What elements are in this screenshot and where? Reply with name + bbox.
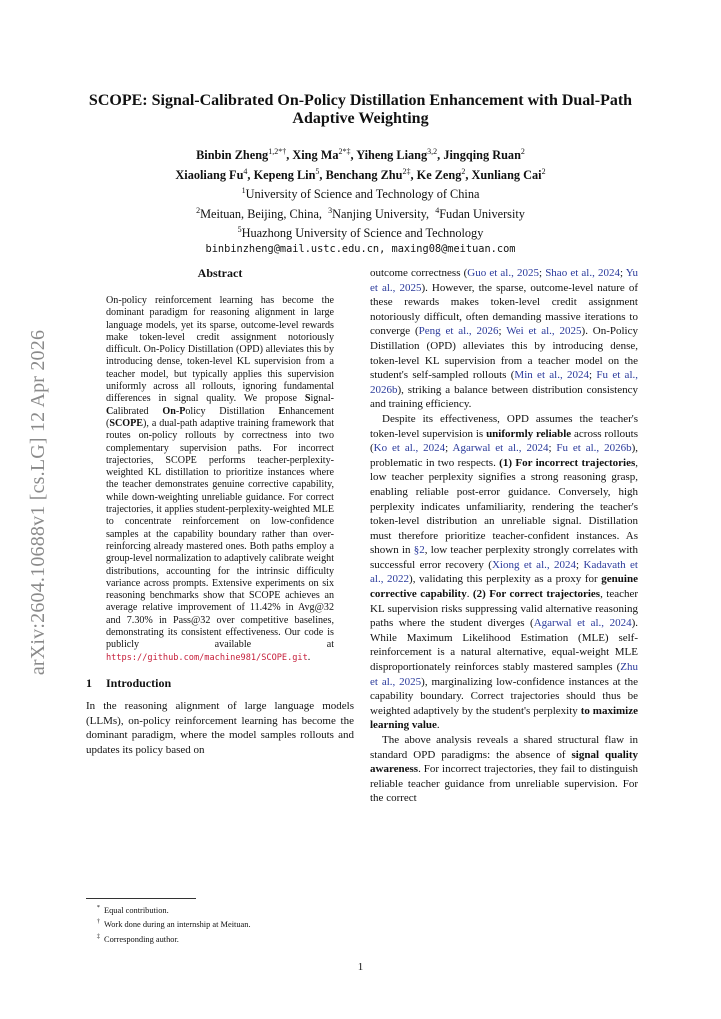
abstract-text: ), a dual-path adaptive training framework that routes on-policy rollouts by correctness into two complementary supervision paths. For incorrect trajectories, SCOPE performs teacher-perplexity-weighted KL distillation to prioritize instances where the teacher demonstrates genuine corrective capability, while down-weighting unreliable guidance. For correct trajectories, it applies student-perplexity-weighted MLE to concentrate reinforcement on low-confidence samples at the capability boundary rather than over-reinforcing already mastered ones. Both paths employ a group-level normalization to adaptively calibrate weight distributions, accounting for the intrinsic difficulty variance across prompts. Extensive experiments on six reasoning benchmarks show that SCOPE achieves an average relative improvement of 11.42% in Avg@32 and 7.30% in Pass@32 over competitive baselines, demonstrating its consistent effectiveness. Our code is publicly available at: [106, 417, 334, 651]
paragraph: [370, 266, 638, 412]
text: ;: [589, 369, 597, 382]
text: The above analysis reveals a shared structural flaw in standard OPD paradigms: the absence of: [370, 734, 638, 761]
citation-link[interactable]: Shao et al., 2024: [545, 267, 620, 279]
emphasis: genuine corrective capability: [370, 573, 638, 601]
emphasis: (2) For correct trajectories: [472, 588, 601, 601]
affiliation-line-3: [80, 222, 641, 242]
affiliation-text: Nanjing University,: [332, 206, 430, 221]
abstract-text: alibrated: [113, 405, 163, 417]
code-link[interactable]: https://github.com/machine981/SCOPE.git: [106, 652, 308, 663]
affiliation-mark: 4: [435, 205, 440, 215]
abstract-text: ignal-: [310, 393, 334, 405]
citation-link[interactable]: Agarwal et al., 2024: [452, 442, 549, 455]
section-heading-introduction: [86, 676, 354, 690]
emphasis: (1) For incorrect trajectories: [499, 456, 636, 469]
text: ;: [548, 442, 557, 455]
author-mark: 5: [315, 166, 320, 176]
abstract-body: [106, 295, 334, 664]
affiliation-text: Fudan University: [439, 206, 525, 221]
citation-link[interactable]: Peng et al., 2026: [418, 325, 499, 338]
abstract-text: nhancement (: [106, 405, 334, 429]
abstract-text: On-policy reinforcement learning has become the dominant paradigm for reasoning alignment in large language models, yet its sparse, outcome-level rewards make token-level credit assignment notoriously difficult. On-Policy Distillation (OPD) alleviates this by introducing dense, token-level KL supervision from a teacher model, but typically applies this supervision uniformly across all rollouts, ignoring fundamental differences in signal quality. We propose: [106, 295, 334, 405]
text: across rollouts (: [370, 427, 638, 455]
footnote-text: Equal contribution.: [104, 905, 169, 915]
citation-link[interactable]: Yu et al., 2025: [370, 267, 638, 294]
acronym-letter: S: [304, 393, 311, 405]
author-emails: binbinzheng@mail.ustc.edu.cn, maxing08@meituan.com: [205, 242, 516, 255]
text: .: [466, 588, 473, 601]
citation-link[interactable]: Agarwal et al., 2024: [533, 617, 632, 630]
acronym-letter: On: [162, 405, 176, 417]
citation-link[interactable]: Fu et al., 2026b: [556, 442, 632, 455]
left-column: [86, 266, 354, 757]
abstract-text: olicy Distillation: [185, 405, 279, 417]
footnote-mark: †: [96, 918, 100, 926]
citation-link[interactable]: Guo et al., 2025: [467, 267, 539, 279]
paragraph: [370, 412, 638, 733]
footnotes: [86, 898, 354, 945]
citation-link[interactable]: Kadavath et al., 2022: [370, 558, 638, 586]
text: ), problematic in two respects.: [370, 442, 638, 469]
abstract-heading: Abstract: [197, 266, 243, 280]
text: ;: [445, 442, 453, 455]
text: , low teacher perplexity signifies a strong reasoning grasp, enabling reliable post-error guidance. Conversely, high perplexity indicates unfamiliarity, rendering the teacher's token-level distribution an unreliable signal. Distillation must therefore prioritize teacher-confident instances. As shown in: [370, 456, 638, 557]
method-name: SCOPE: [109, 417, 144, 429]
citation-link[interactable]: Xiong et al., 2024: [491, 558, 577, 571]
text: ). While Maximum Likelihood Estimation (MLE) self-reinforcement is a natural alternative, equal-weight MLE disproportionately reinforces stably mastered samples (: [370, 617, 638, 674]
affiliation-mark: 2: [196, 205, 201, 215]
author-mark: 2‡: [402, 166, 411, 176]
paragraph: In the reasoning alignment of large language models (LLMs), on-policy reinforcement learning has become the dominant paradigm, where the model samples rollouts and updates its policy based on: [86, 699, 354, 756]
affiliation-line-1: [80, 183, 641, 203]
text: ), striking a balance between distribution consistency and training efficiency.: [370, 383, 638, 411]
citation-link[interactable]: Wei et al., 2025: [506, 325, 582, 338]
citation-link[interactable]: Min et al., 2024: [514, 369, 590, 382]
paper-title: SCOPE: Signal-Calibrated On-Policy Distillation Enhancement with Dual-Path Adaptive Weighting: [88, 92, 633, 127]
text: , low teacher perplexity strongly correlates with successful error recovery (: [370, 544, 638, 571]
affiliation-mark: 5: [237, 225, 242, 235]
acronym-letter: P: [179, 405, 186, 417]
text: ;: [539, 267, 546, 279]
author-name: Kepeng Lin: [253, 167, 316, 182]
footnote-text: Work done during an internship at Meituan.: [104, 920, 251, 930]
affiliation-mark: 1: [241, 186, 246, 196]
footnote: [86, 916, 354, 930]
text: ). However, the sparse, outcome-level nature of these rewards makes token-level credit assignment notoriously difficult, often demanding massive iterations to converge (: [370, 281, 638, 338]
text: Despite its effectiveness, OPD assumes the teacher's token-level supervision is: [370, 412, 638, 440]
footnote: [86, 931, 354, 945]
text: ), marginalizing low-confidence instances at the capability boundary. Correct trajectories should thus be weighted adaptively by the student's perplexity: [370, 675, 638, 717]
affiliation-text: University of Science and Technology of China: [245, 187, 480, 202]
emphasis: signal quality awareness: [370, 748, 638, 776]
section-title: Introduction: [106, 675, 172, 690]
author-line-1: Binbin Zheng$^{1,2*\dagger}$, Xing $Ma^{2*\ddagger}$, Yiheng Liang$^{3,2}$, Jingqing Ruan$^2$: [196, 147, 525, 163]
right-column: [370, 266, 638, 806]
footnote-text: Corresponding author.: [104, 934, 179, 944]
abstract-text: .: [307, 651, 311, 663]
citation-link[interactable]: Fu et al., 2026b: [370, 369, 638, 396]
introduction-body: [86, 699, 354, 757]
text: ;: [576, 558, 584, 571]
text: ), validating this perplexity as a proxy for: [409, 573, 602, 586]
footnote-mark: *: [96, 904, 100, 911]
author-mark: 2: [461, 166, 466, 176]
author-name: Benchang Zhu: [325, 167, 403, 182]
author-block: [80, 144, 641, 257]
acronym-letter: C: [106, 405, 114, 417]
text: , teacher KL supervision risks suppressing valid alternative reasoning paths where the student diverges (: [370, 588, 639, 630]
affiliation-mark: 3: [328, 205, 333, 215]
author-mark: 2: [520, 147, 525, 156]
text: .: [436, 719, 440, 732]
author-line-2: Xiaoliang Fu$^4$, Kepeng Lin$^5$, Benchang Zhu$^{2\ddagger}$, Ke Zeng$^2$, Xunliang Cai$^2$: [175, 166, 546, 182]
author-mark: 1,2*†: [268, 147, 287, 156]
acronym-letter: E: [278, 405, 286, 417]
arxiv-identifier: [14, 292, 64, 712]
author-name: Xunliang Cai: [471, 167, 542, 182]
footnote-mark: ‡: [96, 932, 100, 940]
paragraph: [370, 733, 638, 806]
author-mark: 2*‡: [338, 147, 351, 156]
footnote: [86, 902, 354, 916]
author-name: Binbin Zheng: [196, 148, 269, 163]
author-name: Jingqing Ruan: [443, 148, 521, 163]
emphasis: uniformly reliable: [486, 427, 572, 440]
abstract-text: -: [175, 405, 180, 417]
text: ). On-Policy Distillation (OPD) alleviates this by introducing dense, token-level KL supervision from a teacher model on the student's self-sampled rollouts (: [370, 325, 638, 382]
author-mark: 3,2: [427, 147, 438, 156]
author-mark: 2: [541, 166, 546, 176]
affiliation-text: Meituan, Beijing, China,: [200, 206, 322, 221]
author-name: Xiaoliang Fu: [175, 167, 244, 182]
citation-link[interactable]: Ko et al., 2024: [373, 442, 446, 455]
emphasis: to maximize learning value: [370, 704, 638, 732]
text: ;: [619, 267, 626, 279]
section-number: 1: [86, 675, 92, 690]
text: outcome correctness (: [370, 267, 468, 279]
author-mark: 4: [243, 166, 248, 176]
author-name: Xing Ma: [292, 148, 339, 163]
affiliation-text: Huazhong University of Science and Technology: [241, 226, 484, 241]
page-number: 1: [357, 961, 364, 973]
affiliation-line-2: [80, 203, 641, 223]
author-name: Ke Zeng: [416, 167, 462, 182]
footnote-rule: [86, 898, 196, 899]
author-name: Yiheng Liang: [356, 148, 428, 163]
citation-link[interactable]: Zhu et al., 2025: [370, 661, 638, 688]
text: . For incorrect trajectories, they fail to distinguish reliable teacher guidance from unreliable supervision. For the correct: [370, 763, 638, 805]
section-link[interactable]: §2: [413, 544, 425, 557]
text: ;: [498, 325, 507, 338]
arxiv-identifier-text: arXiv:2604.10688v1 [cs.LG] 12 Apr 2026: [27, 329, 50, 675]
